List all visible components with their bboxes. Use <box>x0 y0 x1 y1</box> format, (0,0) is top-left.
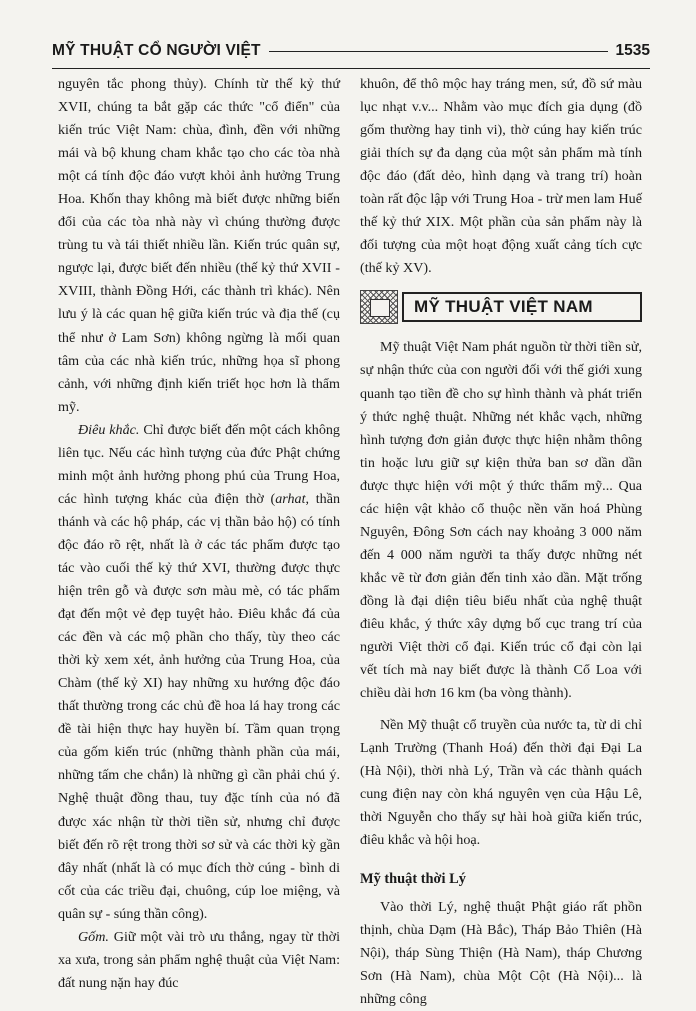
subsection-title: Mỹ thuật thời Lý <box>360 871 466 888</box>
arhat-term: arhat <box>275 490 306 507</box>
page-number: 1535 <box>615 42 650 59</box>
right-paragraph-4: Vào thời Lý, nghệ thuật Phật giáo rất phồn thịnh, chùa Dạm (Hà Bắc), Tháp Bảo Thiên (Hà Nội), tháp Sùng Thiện (Hà Nam), tháp Chương Sơn (Hà Nam), chùa Một Cột (Hà Nội)... là những công <box>360 898 642 1007</box>
running-header-title: MỸ THUẬT CỔ NGƯỜI VIỆT <box>52 42 261 59</box>
running-header <box>52 34 650 69</box>
ornament-icon <box>360 290 398 324</box>
right-column <box>360 73 642 1011</box>
left-column <box>58 73 340 995</box>
left-paragraph-1: nguyên tắc phong thủy). Chính từ thế kỷ thứ XVII, chúng ta bắt gặp các thức "cổ điển" của kiến trúc Việt Nam: chùa, đình, đền với những mái và bộ khung cham khắc tạo cho các tòa nhà một cá tính độc đáo vượt khỏi ảnh hưởng Trung Hoa. Khốn thay không mà biết được những biến đổi của các tòa nhà này vì chúng thường được trùng tu và tái thiết nhiều lần. Kiến trúc quân sự, ngược lại, được biết đến nhiều (thế kỷ thứ XVII - XVIII, thành Đồng Hới, các thành trì khác). Nên lưu ý là các quan hệ giữa kiến trúc và địa thế (cụ thể như ở Lam Sơn) không ngừng là mối quan tâm của các nhà kiến trúc, những họa sĩ phong cảnh, với những định kiến triết học hơn là thẩm mỹ. <box>58 76 340 415</box>
right-paragraph-2: Mỹ thuật Việt Nam phát nguồn từ thời tiền sử, sự nhận thức của con người đối với thế giới xung quanh tạo tiền đề cho sự hình thành và phát triển ý thức nghệ thuật. Những nét khắc vạch, những hình tượng đơn giản được thực hiện nhằm thông tin hoặc lưu giữ sự kiện thửa ban sơ dần dần được thực hiện với một ý thức thẩm mỹ... Qua các hiện vật khảo cổ thuộc nền văn hoá Phùng Nguyên, Đông Sơn cách nay khoảng 3 000 năm đến 4 000 năm người ta thấy được những nét khắc vẽ từ đơn giản đến tinh xảo dần. Mặt trống đồng là đại diện tiêu biểu nhất của nghệ thuật điêu khắc, ý thức xây dựng bố cục trang trí của người Việt thời cổ đại. Kiến trúc cổ đại còn lại vết tích mà nay biết được là thành Cổ Loa với chiều dài hơn 16 km (ba vòng thành). <box>360 339 642 702</box>
section-title: MỸ THUẬT VIỆT NAM <box>402 292 642 322</box>
left-paragraph-2 <box>58 419 340 926</box>
right-paragraph-1: khuôn, để thô mộc hay tráng men, sứ, đồ sứ màu lục nhạt v.v... Nhằm vào mục đích gia dụng (đồ gốm thường hay tinh vi), thờ cúng hay kiến trúc giải thích sự đa dạng của một sản phẩm mà tính độc đáo (đất dẻo, hình dạng và trang trí) hoàn toàn rất độc lập với Trung Hoa - trừ men lam Huế thế kỷ thứ XIX. Một phần của sản phẩm này là đối tượng của một hoạt động xuất cảng tích cực (thế kỷ XV). <box>360 76 642 277</box>
sculpture-text: Chỉ được biết đến một cách không liên tục. Nếu các hình tượng của đức Phật chứng minh một ảnh hưởng phong phú của Trung Hoa, các hình tượng khác của điện thờ ( <box>58 421 340 507</box>
sculpture-heading: Điêu khắc. <box>78 421 140 438</box>
ceramics-heading: Gốm. <box>78 928 109 945</box>
header-rule <box>269 51 608 52</box>
sculpture-text-rest: , thần thánh và các hộ pháp, các vị thần bảo hộ) có tính độc đáo rõ rệt, nhất là ở các tác phẩm được tạo tác vào cuối thế kỷ thứ XVI, thường được thực hiện trên gỗ và được sơn màu mè, có tác phẩm đạt đến một vẻ đẹp tuyệt hảo. Điêu khắc đá của các đền và các mộ phần cho thấy, tùy theo các thời kỳ xem xét, ảnh hưởng của Trung Hoa, của Chàm (thế kỷ XI) hay những xu hướng độc đáo thất thường trong các chủ đề hoa lá hay trong các đề tài hiện thực hay huyền bí. Tầm quan trọng của gốm kiến trúc (những thành phần của mái, những tấm che chắn) là những gì cần phải chú ý. Nghệ thuật đồng thau, tuy đặc tính của nó đã được xác nhận từ thời tiền sử, nhưng chỉ được biết đến rõ rệt trong thời sơ sử và các thời kỳ gần đây nhất (nhất là có mục đích thờ cúng - bình di cốt của các triều đại, chuông, cúp loe miệng, và quân sự - súng thần công). <box>58 490 341 922</box>
left-paragraph-3 <box>58 926 340 995</box>
right-paragraph-3: Nền Mỹ thuật cổ truyền của nước ta, từ di chỉ Lạnh Trường (Thanh Hoá) đến thời đại Đại La (Hà Nội), thời nhà Lý, Trần và các thành quách cung điện nay còn khá nguyên vẹn của Hậu Lê, thời Nguyễn cho thấy sự hài hoà giữa kiến trúc, điêu khắc và hội hoạ. <box>360 717 642 849</box>
section-banner <box>360 290 642 324</box>
ceramics-text: Giữ một vài trò ưu thắng, ngay từ thời xa xưa, trong sản phẩm nghệ thuật của Việt Nam: đất nung nặn hay đúc <box>58 928 340 991</box>
